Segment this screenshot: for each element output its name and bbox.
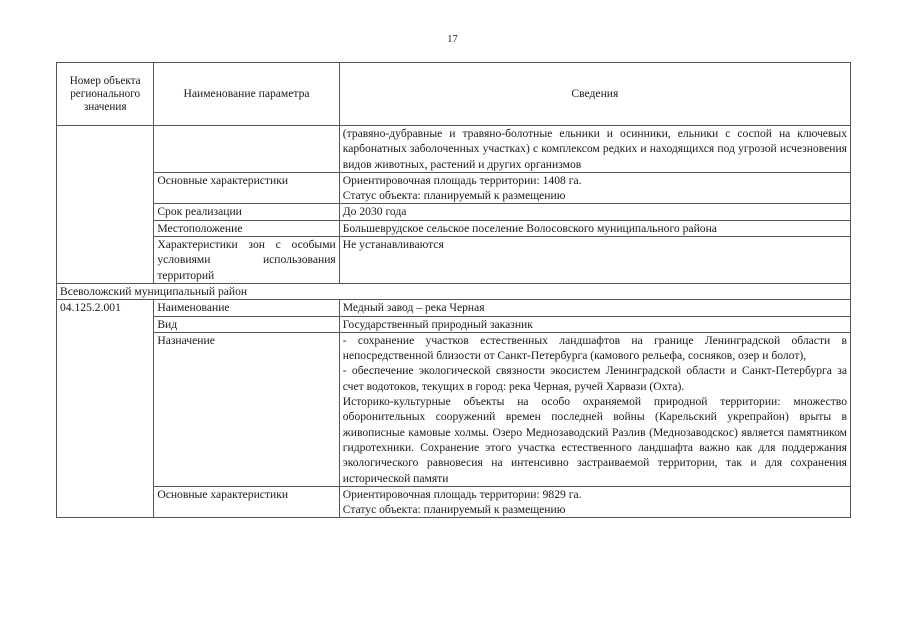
status-text: Статус объекта: планируемый к размещению — [342, 189, 566, 203]
empty-label-cell — [154, 126, 339, 173]
row-label: Основные характеристики — [154, 172, 339, 204]
row-label: Наименование — [154, 300, 339, 316]
row-value — [339, 172, 850, 204]
table-header-row — [57, 63, 851, 126]
row-value — [339, 486, 850, 518]
page-number: 17 — [447, 34, 458, 45]
row-value: Государственный природный заказник — [339, 316, 850, 332]
row-label: Назначение — [154, 332, 339, 486]
row-label: Местоположение — [154, 220, 339, 236]
table-row — [57, 486, 851, 518]
row-label: Вид — [154, 316, 339, 332]
header-parameter-name: Наименование параметра — [154, 63, 339, 126]
row-value: До 2030 года — [339, 204, 850, 220]
row-value: Не устанавливаются — [339, 237, 850, 284]
header-details: Сведения — [339, 63, 850, 126]
table-row — [57, 220, 851, 236]
table-row — [57, 316, 851, 332]
table-row — [57, 332, 851, 486]
purpose-paragraph: Историко-культурные объекты на особо охраняемой природной территории: множество оборонительных сооружений времен последней войны (Карельский укрепрайон) врыты в живописные камовые холмы. Озеро Меднозаводский Разлив (Меднозаводскос) является памятником гидротехники. Сохранение этого участка естественного ландшафта важно как для поддержания экологического равновесия на интенсивно застраиваемой территории, так и для сохранения исторической памяти — [342, 395, 847, 485]
parameters-table — [56, 62, 851, 518]
table-row — [57, 237, 851, 284]
area-text: Ориентировочная площадь территории: 1408 га. — [342, 173, 582, 187]
header-object-number: Номер объекта регионального значения — [57, 63, 154, 126]
continued-text: (травяно-дубравные и травяно-болотные ельники и осинники, ельники с соспой на ключевых карбонатных заболоченных участках) с комплексом редких и находящихся под угрозой исчезновения видов животных, растений и других организмов — [339, 126, 850, 173]
table-row — [57, 172, 851, 204]
row-label: Срок реализации — [154, 204, 339, 220]
section-row — [57, 283, 851, 299]
status-text: Статус объекта: планируемый к размещению — [342, 503, 566, 517]
table-row — [57, 126, 851, 173]
row-value: Большеврудское сельское поселение Волосовского муниципального района — [339, 220, 850, 236]
purpose-paragraph: - сохранение участков естественных ландшафтов на границе Ленинградской области в непосредственной близости от Санкт-Петербурга (камового рельефа, сосняков, озер и болот), — [342, 333, 847, 363]
section-title: Всеволожский муниципальный район — [57, 283, 851, 299]
purpose-paragraph: - обеспечение экологической связности экосистем Ленинградской области и Санкт-Петербурга за счет водотоков, текущих в город: река Черная, ручей Харвази (Охта). — [342, 364, 847, 393]
row-label: Характеристики зон с особыми условиями использования территорий — [154, 237, 339, 284]
row-value: Медный завод – река Черная — [339, 300, 850, 316]
row-label: Основные характеристики — [154, 486, 339, 518]
area-text: Ориентировочная площадь территории: 9829 га. — [342, 487, 582, 501]
empty-number-cell — [57, 126, 154, 284]
object-number: 04.125.2.001 — [57, 300, 154, 518]
row-value — [339, 332, 850, 486]
table-row — [57, 300, 851, 316]
table-row — [57, 204, 851, 220]
